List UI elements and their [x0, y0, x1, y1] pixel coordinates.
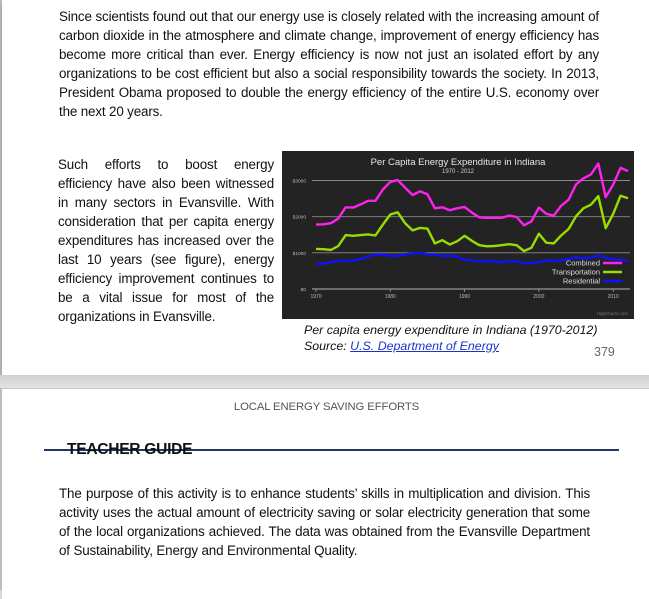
svg-text:$0: $0	[300, 288, 306, 293]
legend-item: Combined	[565, 258, 600, 268]
evansville-paragraph: Such efforts to boost energy efficiency have also been witnessed in many sectors in Evansville. With consideration that per capita energy expenditures has increased over the last 10 years (see figure), energy efficiency improvement continues to be a vital issue for most of the organizations in Evansville.	[58, 157, 274, 324]
chart-credit: Highcharts.com	[596, 311, 628, 316]
energy-expenditure-chart	[282, 151, 634, 319]
svg-text:1990: 1990	[459, 294, 471, 300]
page-gap	[0, 375, 649, 388]
svg-text:$3000: $3000	[292, 179, 306, 185]
caption-source	[304, 338, 624, 354]
chart-canvas	[282, 151, 634, 319]
legend-item: Transportation	[551, 267, 600, 277]
chart-title: Per Capita Energy Expenditure in Indiana	[370, 157, 546, 168]
svg-text:$1000: $1000	[292, 251, 306, 257]
svg-text:2010: 2010	[607, 294, 619, 300]
section-heading: TEACHER GUIDE	[67, 441, 193, 458]
intro-paragraph: Since scientists found out that our energy use is closely related with the increasing amount of carbon dioxide in the atmosphere and climate change, improvement of energy efficiency has become more critical than ever. Energy efficiency is now not just an isolated effort by any organizations to be cost efficient but also a social responsibility towards the society. In 2013, President Obama proposed to double the energy efficiency of the entire U.S. economy over the next 20 years.	[59, 9, 599, 119]
legend-item: Residential	[562, 276, 600, 286]
teacher-guide-paragraph: The purpose of this activity is to enhance students’ skills in multiplication and division. This activity uses the actual amount of electricity saving or solar electricity generation that some of the local organizations achieved. The data was obtained from the Evansville Department of Sustainability, Energy and Environmental Quality.	[59, 486, 590, 558]
svg-text:1980: 1980	[384, 294, 396, 300]
running-header: LOCAL ENERGY SAVING EFFORTS	[233, 401, 420, 413]
caption-title: Per capita energy expenditure in Indiana (1970-2012)	[304, 323, 598, 337]
source-label: Source:	[304, 339, 351, 353]
chart-subtitle: 1970 - 2012	[441, 169, 475, 175]
page-number: 379	[594, 345, 615, 359]
svg-text:1970: 1970	[310, 294, 322, 300]
source-link[interactable]: U.S. Department of Energy	[350, 339, 499, 353]
figure-caption	[304, 322, 624, 354]
svg-text:$2000: $2000	[292, 215, 306, 221]
svg-text:2000: 2000	[533, 294, 545, 300]
